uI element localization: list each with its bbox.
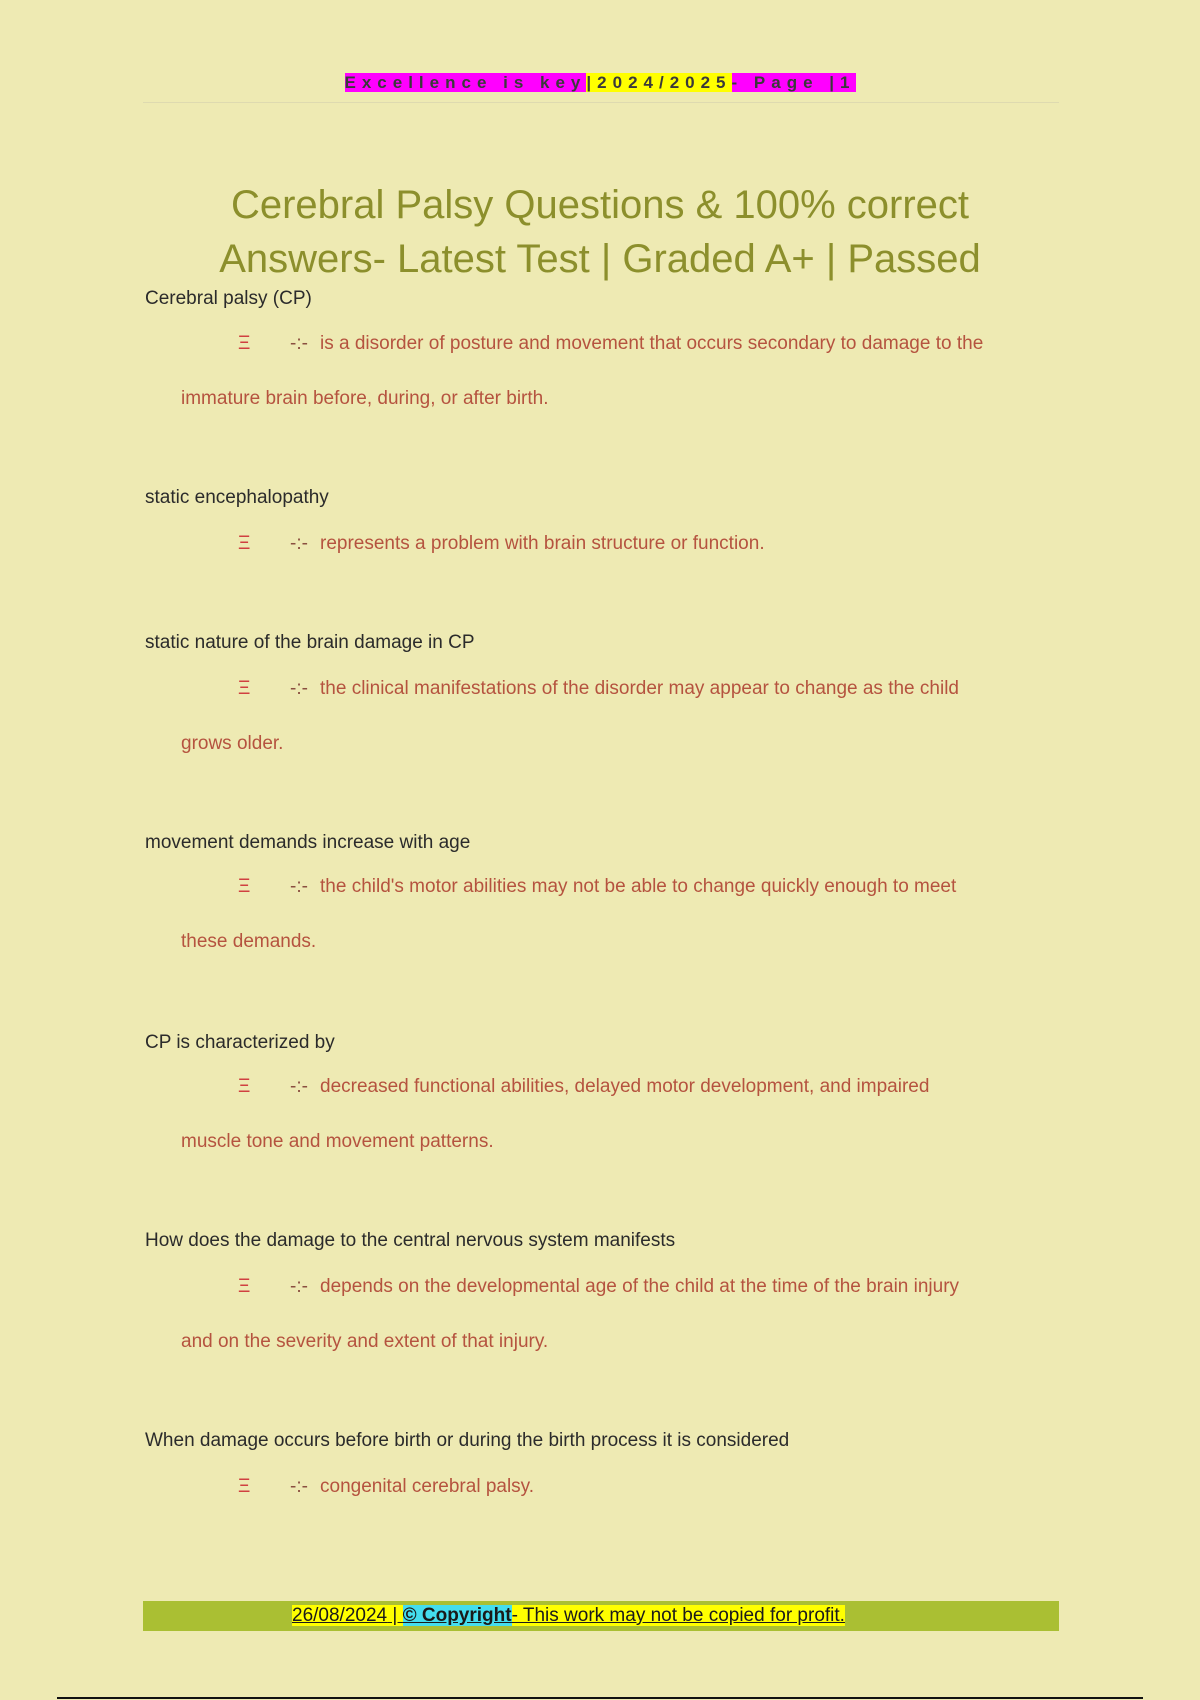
answer-3-line-2: grows older. bbox=[181, 733, 284, 754]
three-line-bullet-icon: Ξ bbox=[238, 533, 251, 554]
header-separator: | bbox=[586, 73, 598, 92]
question-5: CP is characterized by bbox=[145, 1032, 335, 1053]
answer-separator: -:- bbox=[290, 1076, 308, 1097]
answer-separator: -:- bbox=[290, 1276, 308, 1297]
answer-separator: -:- bbox=[290, 678, 308, 699]
answer-5-text: decreased functional abilities, delayed motor development, and impaired bbox=[320, 1076, 930, 1097]
answer-3-line-1 bbox=[238, 678, 959, 700]
answer-1-line-1 bbox=[238, 333, 983, 355]
footer-note: - This work may not be copied for profit. bbox=[511, 1605, 845, 1626]
question-6: How does the damage to the central nervous system manifests bbox=[145, 1230, 676, 1251]
question-1: Cerebral palsy (CP) bbox=[145, 288, 312, 309]
page-header bbox=[0, 70, 1200, 96]
answer-3-text: the clinical manifestations of the disorder may appear to change as the child bbox=[320, 678, 959, 699]
answer-separator: -:- bbox=[290, 876, 308, 897]
question-4: movement demands increase with age bbox=[145, 832, 471, 853]
footer-copyright: © Copyright bbox=[402, 1605, 512, 1626]
answer-4-line-2: these demands. bbox=[181, 931, 317, 952]
three-line-bullet-icon: Ξ bbox=[238, 1476, 251, 1497]
three-line-bullet-icon: Ξ bbox=[238, 876, 251, 897]
header-brand: Excellence is key bbox=[344, 73, 587, 92]
answer-7-line-1 bbox=[238, 1476, 534, 1498]
answer-separator: -:- bbox=[290, 333, 308, 354]
three-line-bullet-icon: Ξ bbox=[238, 1076, 251, 1097]
answer-2-line-1 bbox=[238, 533, 765, 555]
footer-separator: | bbox=[387, 1605, 403, 1626]
answer-separator: -:- bbox=[290, 533, 308, 554]
header-page-number: 1 bbox=[840, 73, 856, 92]
question-2: static encephalopathy bbox=[145, 487, 329, 508]
answer-2-text: represents a problem with brain structure or function. bbox=[320, 533, 765, 554]
page-title bbox=[0, 178, 1200, 286]
answer-4-line-1 bbox=[238, 876, 956, 898]
answer-separator: -:- bbox=[290, 1476, 308, 1497]
question-3: static nature of the brain damage in CP bbox=[145, 632, 475, 653]
answer-6-text: depends on the developmental age of the child at the time of the brain injury bbox=[320, 1276, 960, 1297]
footer-date: 26/08/2024 bbox=[292, 1605, 388, 1626]
answer-5-line-2: muscle tone and movement patterns. bbox=[181, 1131, 494, 1152]
page-footer bbox=[292, 1603, 845, 1629]
answer-4-text: the child's motor abilities may not be able to change quickly enough to meet bbox=[320, 876, 957, 897]
three-line-bullet-icon: Ξ bbox=[238, 1276, 251, 1297]
title-line-2: Answers- Latest Test | Graded A+ | Passed bbox=[219, 237, 981, 281]
header-divider bbox=[143, 102, 1059, 103]
answer-1-text: is a disorder of posture and movement that occurs secondary to damage to the bbox=[320, 333, 984, 354]
title-line-1: Cerebral Palsy Questions & 100% correct bbox=[230, 183, 970, 227]
header-year: 2024/2025 bbox=[597, 73, 732, 92]
answer-6-line-1 bbox=[238, 1276, 959, 1298]
answer-1-line-2: immature brain before, during, or after birth. bbox=[181, 388, 549, 409]
answer-5-line-1 bbox=[238, 1076, 929, 1098]
three-line-bullet-icon: Ξ bbox=[238, 678, 251, 699]
question-7: When damage occurs before birth or during the birth process it is considered bbox=[145, 1430, 790, 1451]
header-page-label: - Page | bbox=[731, 73, 841, 92]
page-bottom-rule bbox=[57, 1697, 1143, 1699]
answer-7-text: congenital cerebral palsy. bbox=[320, 1476, 535, 1497]
answer-6-line-2: and on the severity and extent of that injury. bbox=[181, 1331, 549, 1352]
three-line-bullet-icon: Ξ bbox=[238, 333, 251, 354]
